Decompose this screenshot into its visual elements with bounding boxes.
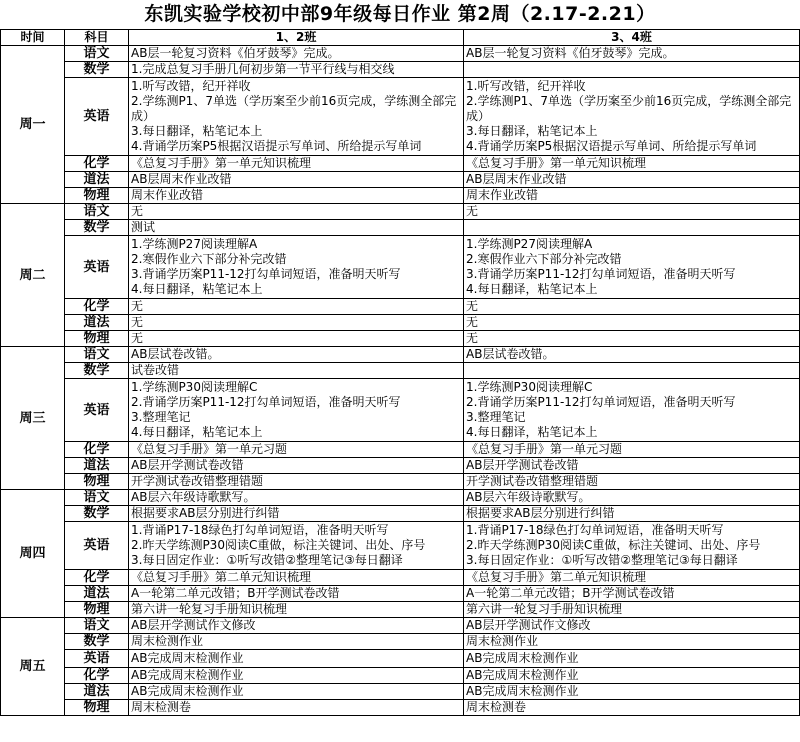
homework-line: 《总复习手册》第一单元习题 [466, 442, 623, 456]
subject-label: 物理 [65, 331, 129, 347]
homework-cell-class-3-4 [464, 602, 800, 618]
homework-line: AB层试卷改错。 [466, 347, 555, 361]
table-row [1, 46, 800, 62]
table-row [1, 700, 800, 716]
homework-cell-class-3-4 [464, 331, 800, 347]
homework-cell-class-1-2 [129, 204, 464, 220]
table-row [1, 586, 800, 602]
subject-label: 数学 [65, 363, 129, 379]
homework-line: 无 [466, 299, 479, 313]
subject-label: 语文 [65, 204, 129, 220]
homework-line: 2.背诵学历案P11-12打勾单词短语，准备明天听写 [466, 395, 736, 409]
subject-label: 英语 [65, 650, 129, 668]
homework-line: AB层开学测试卷改错 [131, 458, 244, 472]
homework-cell-class-3-4 [464, 62, 800, 78]
homework-line: 试卷改错 [131, 363, 180, 377]
homework-line: AB完成周末检测作业 [466, 651, 579, 665]
homework-cell-class-3-4 [464, 220, 800, 236]
subject-label: 数学 [65, 62, 129, 78]
homework-line: 3.每日固定作业：①听写改错②整理笔记③每日翻译 [131, 553, 403, 567]
homework-line: 4.每日翻译，粘笔记本上 [466, 282, 598, 296]
homework-cell-class-3-4 [464, 684, 800, 700]
table-row [1, 490, 800, 506]
homework-cell-class-1-2 [129, 347, 464, 363]
homework-cell-class-1-2 [129, 78, 464, 156]
homework-line: AB层一轮复习资料《伯牙鼓琴》完成。 [131, 46, 340, 60]
subject-label: 物理 [65, 188, 129, 204]
homework-line: 1.背诵P17-18绿色打勾单词短语，准备明天听写 [466, 523, 724, 537]
homework-line: 周末作业改错 [131, 188, 204, 202]
homework-cell-class-1-2 [129, 490, 464, 506]
homework-cell-class-3-4 [464, 172, 800, 188]
header-class-b: 3、4班 [464, 30, 800, 46]
homework-line: 2.昨天学练测P30阅读C重做，标注关键词、出处、序号 [131, 538, 426, 552]
homework-cell-class-1-2 [129, 668, 464, 684]
homework-cell-class-1-2 [129, 156, 464, 172]
homework-line: AB层六年级诗歌默写。 [466, 490, 591, 504]
homework-cell-class-1-2 [129, 570, 464, 586]
homework-cell-class-1-2 [129, 236, 464, 299]
subject-label: 化学 [65, 668, 129, 684]
subject-label: 道法 [65, 172, 129, 188]
header-subject: 科目 [65, 30, 129, 46]
table-row [1, 379, 800, 442]
subject-label: 道法 [65, 586, 129, 602]
table-row [1, 668, 800, 684]
homework-line: 开学测试卷改错整理错题 [466, 474, 599, 488]
homework-cell-class-1-2 [129, 618, 464, 634]
subject-label: 化学 [65, 570, 129, 586]
table-row [1, 347, 800, 363]
table-row [1, 315, 800, 331]
homework-cell-class-1-2 [129, 602, 464, 618]
homework-cell-class-3-4 [464, 379, 800, 442]
homework-line: 2.昨天学练测P30阅读C重做，标注关键词、出处、序号 [466, 538, 761, 552]
homework-cell-class-3-4 [464, 299, 800, 315]
homework-cell-class-3-4 [464, 522, 800, 570]
homework-line: 无 [466, 331, 479, 345]
homework-line: 周末检测作业 [466, 634, 539, 648]
homework-cell-class-3-4 [464, 156, 800, 172]
homework-line: 4.每日翻译，粘笔记本上 [131, 282, 263, 296]
homework-cell-class-3-4 [464, 570, 800, 586]
day-label: 周五 [1, 618, 65, 716]
table-row [1, 474, 800, 490]
homework-line: AB完成周末检测作业 [466, 668, 579, 682]
table-row [1, 522, 800, 570]
day-label: 周一 [1, 46, 65, 204]
day-label: 周四 [1, 490, 65, 618]
subject-label: 语文 [65, 490, 129, 506]
homework-line: 第六讲一轮复习手册知识梳理 [466, 602, 623, 616]
table-row [1, 299, 800, 315]
table-row [1, 78, 800, 156]
homework-line: 3.每日固定作业：①听写改错②整理笔记③每日翻译 [466, 553, 738, 567]
homework-line: 《总复习手册》第二单元知识梳理 [131, 570, 312, 584]
homework-line: 3.每日翻译，粘笔记本上 [131, 124, 263, 138]
homework-line: 无 [131, 299, 144, 313]
homework-cell-class-3-4 [464, 506, 800, 522]
homework-line: 1.听写改错，纪开祥收 [466, 79, 586, 93]
day-label: 周三 [1, 347, 65, 490]
homework-cell-class-1-2 [129, 315, 464, 331]
homework-line: 3.整理笔记 [466, 410, 526, 424]
header-row [1, 30, 800, 46]
homework-line: AB层开学测试作文修改 [466, 618, 591, 632]
homework-line: A一轮第二单元改错；B开学测试卷改错 [466, 586, 675, 600]
homework-line: AB层周末作业改错 [466, 172, 567, 186]
homework-cell-class-1-2 [129, 172, 464, 188]
subject-label: 化学 [65, 442, 129, 458]
homework-line: 周末作业改错 [466, 188, 539, 202]
subject-label: 数学 [65, 220, 129, 236]
homework-cell-class-1-2 [129, 363, 464, 379]
homework-cell-class-3-4 [464, 586, 800, 602]
homework-table [0, 29, 800, 716]
homework-cell-class-1-2 [129, 46, 464, 62]
homework-cell-class-1-2 [129, 634, 464, 650]
homework-line: 1.完成总复习手册几何初步第一节平行线与相交线 [131, 62, 395, 76]
page-title: 东凯实验学校初中部9年级每日作业 第2周（2.17-2.21） [144, 3, 656, 25]
homework-cell-class-3-4 [464, 188, 800, 204]
homework-cell-class-1-2 [129, 506, 464, 522]
table-row [1, 506, 800, 522]
homework-cell-class-3-4 [464, 634, 800, 650]
homework-cell-class-1-2 [129, 522, 464, 570]
homework-line: AB层开学测试作文修改 [131, 618, 256, 632]
header-class-a: 1、2班 [129, 30, 464, 46]
homework-cell-class-3-4 [464, 458, 800, 474]
homework-cell-class-3-4 [464, 78, 800, 156]
homework-cell-class-3-4 [464, 315, 800, 331]
homework-cell-class-1-2 [129, 62, 464, 78]
homework-line: 3.背诵学历案P11-12打勾单词短语，准备明天听写 [131, 267, 401, 281]
homework-cell-class-1-2 [129, 220, 464, 236]
homework-cell-class-3-4 [464, 442, 800, 458]
table-row [1, 363, 800, 379]
subject-label: 道法 [65, 458, 129, 474]
homework-line: 周末检测作业 [131, 634, 204, 648]
header-time: 时间 [1, 30, 65, 46]
homework-cell-class-3-4 [464, 46, 800, 62]
subject-label: 英语 [65, 379, 129, 442]
subject-label: 语文 [65, 618, 129, 634]
homework-line: 1.学练测P30阅读理解C [131, 380, 258, 394]
table-row [1, 204, 800, 220]
table-row [1, 634, 800, 650]
homework-cell-class-1-2 [129, 684, 464, 700]
table-body [1, 46, 800, 716]
homework-cell-class-1-2 [129, 650, 464, 668]
table-row [1, 618, 800, 634]
homework-line: 无 [131, 331, 144, 345]
table-row [1, 220, 800, 236]
table-row [1, 684, 800, 700]
homework-cell-class-3-4 [464, 668, 800, 684]
homework-line: 4.每日翻译，粘笔记本上 [131, 425, 263, 439]
homework-line: AB完成周末检测作业 [466, 684, 579, 698]
homework-cell-class-1-2 [129, 458, 464, 474]
homework-line: 周末检测卷 [466, 700, 527, 714]
homework-line: 3.背诵学历案P11-12打勾单词短语，准备明天听写 [466, 267, 736, 281]
homework-cell-class-1-2 [129, 331, 464, 347]
homework-line: 1.学练测P27阅读理解A [466, 237, 593, 251]
homework-line: 2.寒假作业六下部分补完改错 [131, 252, 287, 266]
homework-line: AB层开学测试卷改错 [466, 458, 579, 472]
homework-cell-class-1-2 [129, 442, 464, 458]
homework-line: 测试 [131, 220, 156, 234]
homework-line: 周末检测卷 [131, 700, 192, 714]
subject-label: 物理 [65, 700, 129, 716]
subject-label: 数学 [65, 634, 129, 650]
homework-cell-class-3-4 [464, 236, 800, 299]
homework-line: 无 [466, 315, 479, 329]
homework-cell-class-3-4 [464, 363, 800, 379]
homework-line: AB层一轮复习资料《伯牙鼓琴》完成。 [466, 46, 675, 60]
homework-line: AB层试卷改错。 [131, 347, 220, 361]
homework-line: 《总复习手册》第一单元知识梳理 [131, 156, 312, 170]
homework-line: 3.整理笔记 [131, 410, 191, 424]
homework-line: 2.学练测P1、7单选（学历案至少前16页完成，学练测全部完成） [466, 94, 792, 123]
table-row [1, 62, 800, 78]
table-row [1, 442, 800, 458]
homework-line: 2.学练测P1、7单选（学历案至少前16页完成，学练测全部完成） [131, 94, 457, 123]
subject-label: 语文 [65, 347, 129, 363]
subject-label: 化学 [65, 299, 129, 315]
subject-label: 英语 [65, 522, 129, 570]
homework-line: AB层六年级诗歌默写。 [131, 490, 256, 504]
homework-line: AB完成周末检测作业 [131, 651, 244, 665]
homework-cell-class-3-4 [464, 474, 800, 490]
homework-line: 《总复习手册》第一单元知识梳理 [466, 156, 647, 170]
homework-line: 4.每日翻译，粘笔记本上 [466, 425, 598, 439]
subject-label: 物理 [65, 474, 129, 490]
homework-line: 1.背诵P17-18绿色打勾单词短语，准备明天听写 [131, 523, 389, 537]
table-row [1, 650, 800, 668]
table-row [1, 570, 800, 586]
homework-cell-class-3-4 [464, 700, 800, 716]
homework-cell-class-1-2 [129, 474, 464, 490]
homework-cell-class-3-4 [464, 490, 800, 506]
subject-label: 道法 [65, 684, 129, 700]
subject-label: 语文 [65, 46, 129, 62]
homework-cell-class-1-2 [129, 299, 464, 315]
homework-line: 根据要求AB层分别进行纠错 [466, 506, 615, 520]
homework-cell-class-3-4 [464, 650, 800, 668]
homework-line: 第六讲一轮复习手册知识梳理 [131, 602, 288, 616]
homework-cell-class-1-2 [129, 586, 464, 602]
homework-line: 无 [131, 204, 144, 218]
homework-line: 4.背诵学历案P5根据汉语提示写单词、所给提示写单词 [131, 139, 422, 153]
homework-line: AB完成周末检测作业 [131, 684, 244, 698]
homework-line: AB层周末作业改错 [131, 172, 232, 186]
homework-line: 1.学练测P27阅读理解A [131, 237, 258, 251]
homework-line: 开学测试卷改错整理错题 [131, 474, 264, 488]
homework-line: 根据要求AB层分别进行纠错 [131, 506, 280, 520]
homework-cell-class-3-4 [464, 204, 800, 220]
table-row [1, 188, 800, 204]
homework-line: 《总复习手册》第一单元习题 [131, 442, 288, 456]
homework-line: 无 [466, 204, 479, 218]
homework-line: 1.听写改错，纪开祥收 [131, 79, 251, 93]
subject-label: 英语 [65, 78, 129, 156]
table-row [1, 602, 800, 618]
homework-cell-class-1-2 [129, 700, 464, 716]
homework-cell-class-1-2 [129, 188, 464, 204]
table-row [1, 458, 800, 474]
homework-cell-class-3-4 [464, 618, 800, 634]
table-row [1, 172, 800, 188]
subject-label: 物理 [65, 602, 129, 618]
homework-cell-class-3-4 [464, 347, 800, 363]
homework-line: AB完成周末检测作业 [131, 668, 244, 682]
subject-label: 化学 [65, 156, 129, 172]
homework-line: A一轮第二单元改错；B开学测试卷改错 [131, 586, 340, 600]
table-row [1, 236, 800, 299]
homework-cell-class-1-2 [129, 379, 464, 442]
subject-label: 数学 [65, 506, 129, 522]
homework-line: 1.学练测P30阅读理解C [466, 380, 593, 394]
table-row [1, 156, 800, 172]
homework-line: 《总复习手册》第二单元知识梳理 [466, 570, 647, 584]
subject-label: 英语 [65, 236, 129, 299]
homework-line: 2.寒假作业六下部分补完改错 [466, 252, 622, 266]
homework-line: 无 [131, 315, 144, 329]
day-label: 周二 [1, 204, 65, 347]
subject-label: 道法 [65, 315, 129, 331]
homework-line: 2.背诵学历案P11-12打勾单词短语，准备明天听写 [131, 395, 401, 409]
table-row [1, 331, 800, 347]
homework-line: 3.每日翻译，粘笔记本上 [466, 124, 598, 138]
homework-line: 4.背诵学历案P5根据汉语提示写单词、所给提示写单词 [466, 139, 757, 153]
